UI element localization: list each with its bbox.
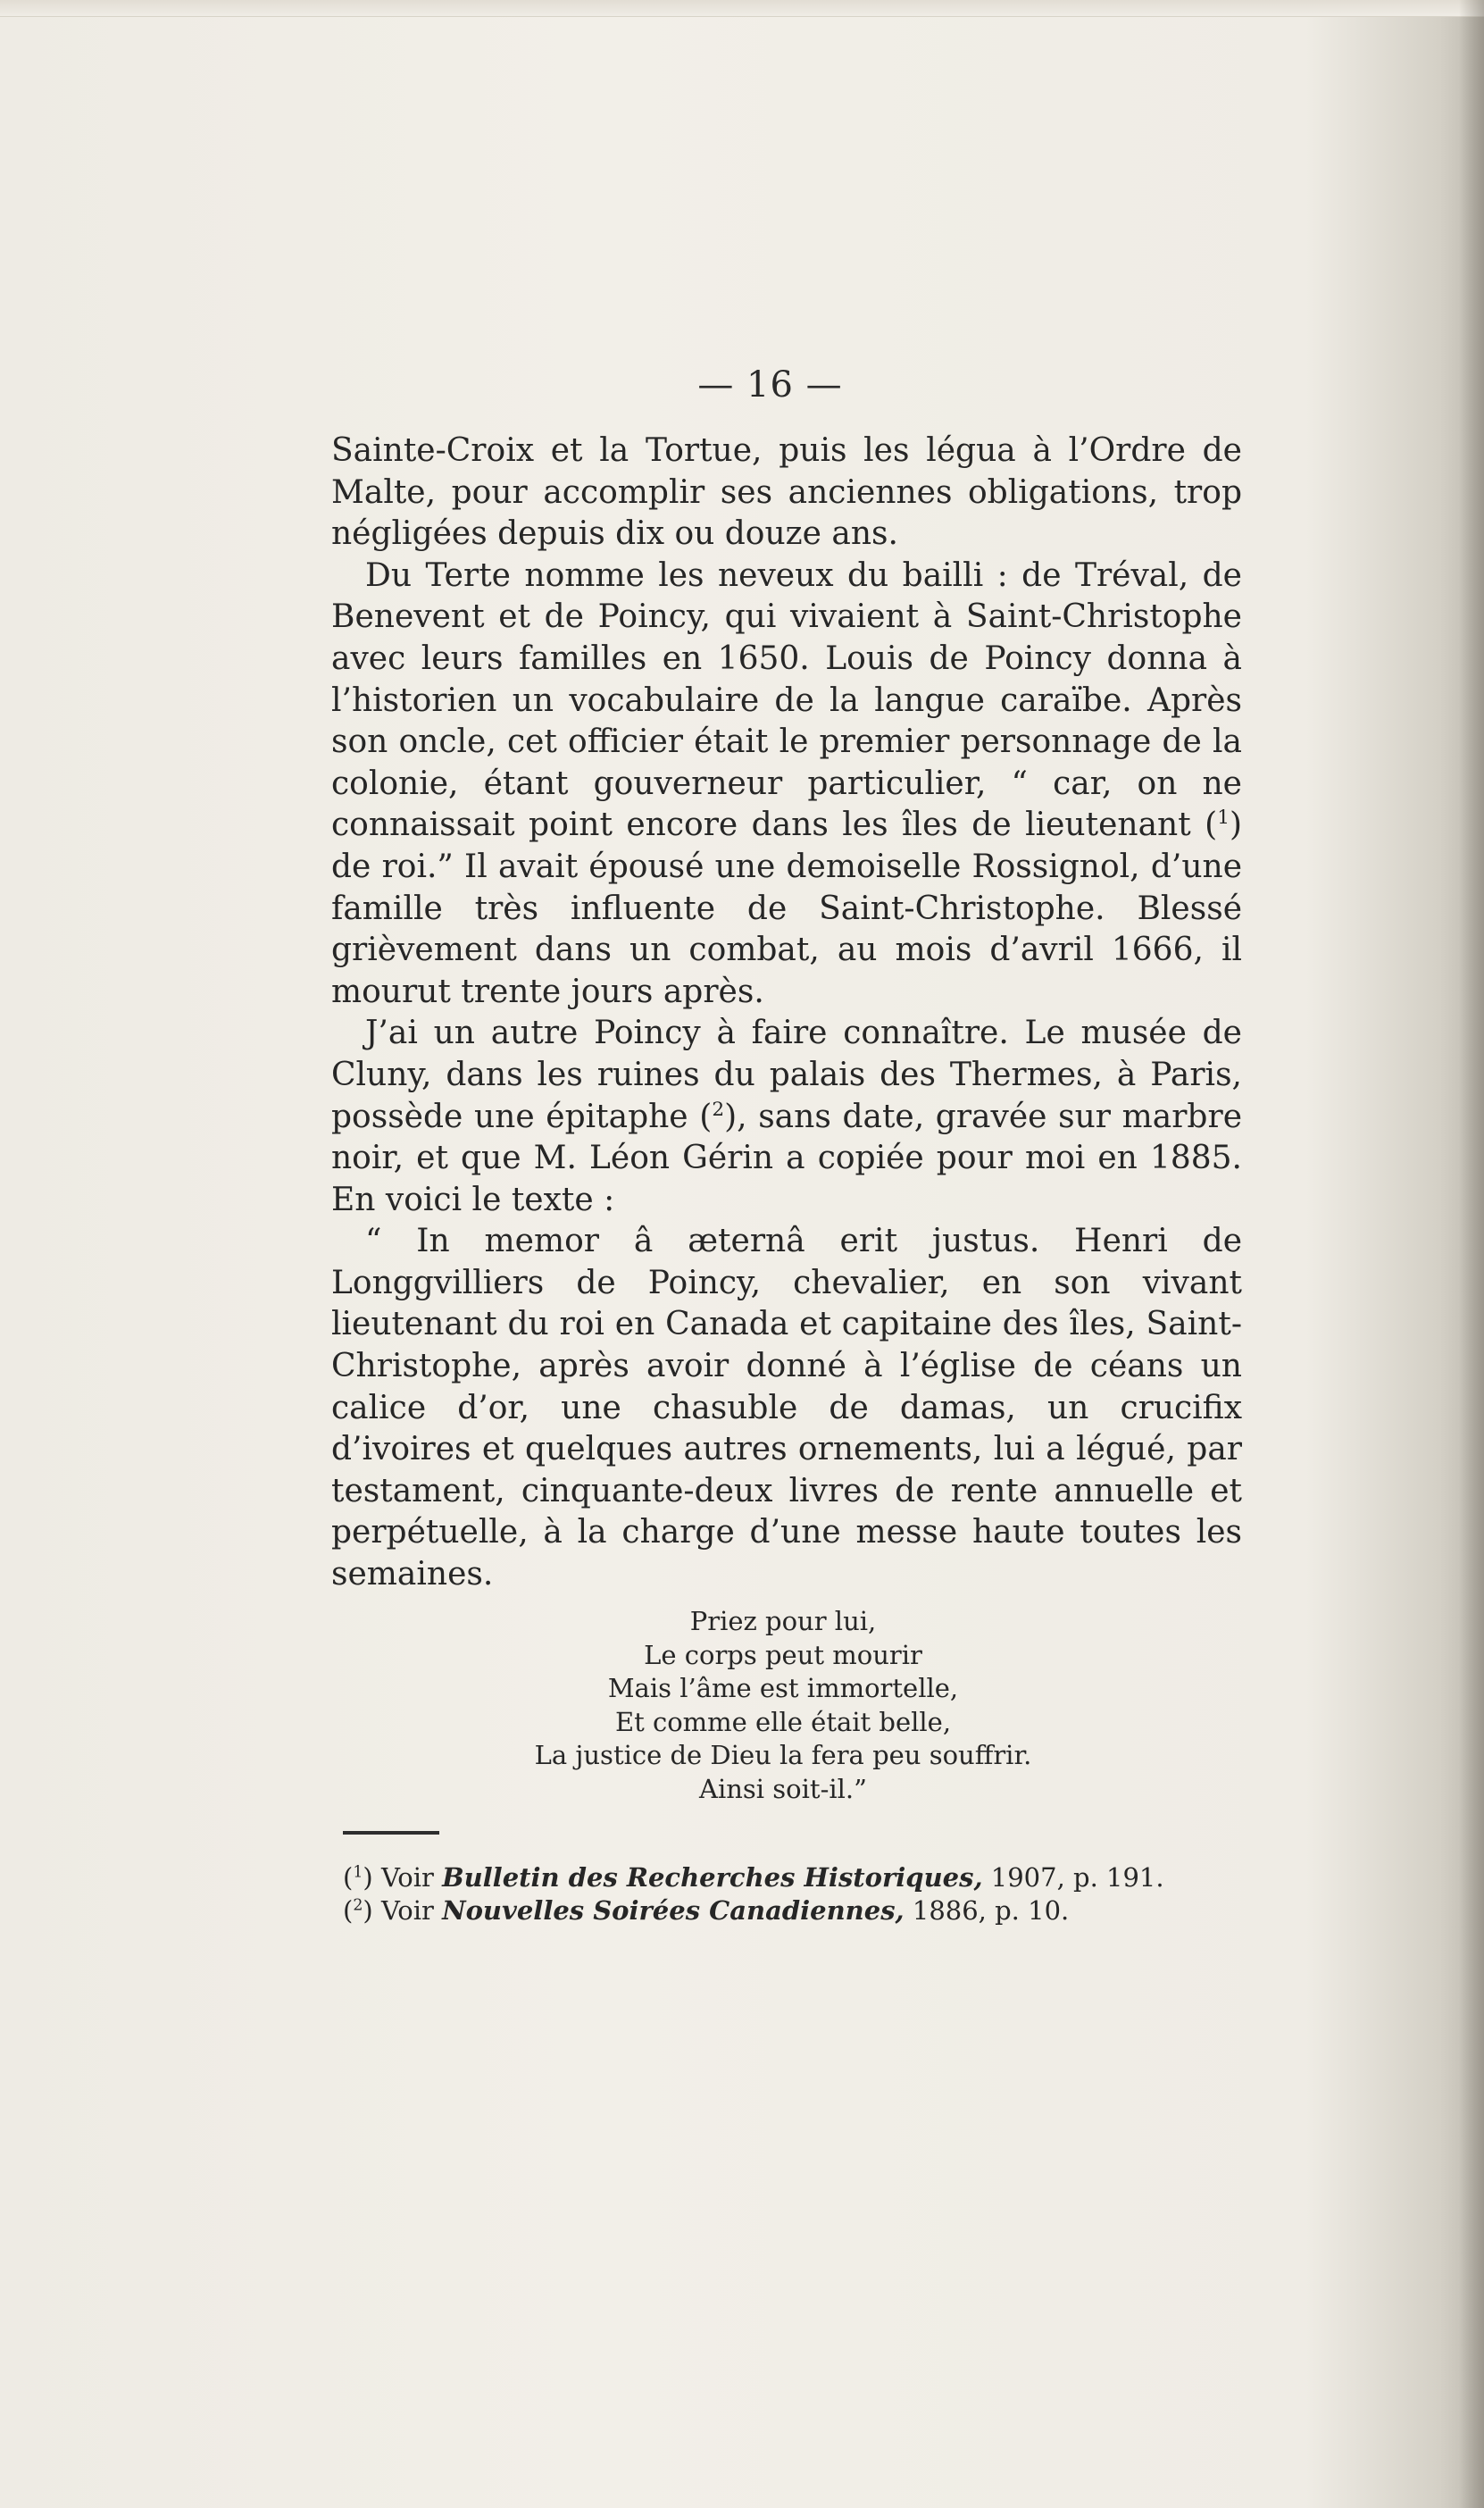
epitaph-quote — [331, 1221, 1242, 1595]
poem-line-2: Le corps peut mourir — [644, 1639, 922, 1670]
poem-line-1: Priez pour lui, — [689, 1606, 877, 1636]
footnote-2: ($^2$) Voir Nouvelles Soirées Canadiennes, 1886, p. 10. — [343, 1895, 1070, 1926]
epitaph-poem — [0, 1605, 1484, 1806]
epitaph-text: “ In memor â æternâ erit justus. Henri de Longgvilliers de Poincy, chevalier, en son vivant lieutenant du roi en Canada et capitaine des îles, Saint-Christophe, après avoir donné à l’église de céans un calice d’or, une chasuble de damas, un crucifix d’ivoires et quelques autres ornements, lui a légué, par testament, cinquante-deux livres de rente annuelle et perpétuelle, à la charge d’une messe haute toutes les semaines. — [331, 1223, 1242, 1593]
paragraph-3-text-a: J’ai un autre Poincy à faire connaître. Le musée de Cluny, dans les ruines du palais des Thermes, à Paris, possède une épitaphe ( — [331, 1015, 1242, 1135]
footnote-1: ($^1$) Voir Bulletin des Recherches Historiques, 1907, p. 191. — [343, 1862, 1164, 1893]
body-text — [331, 431, 1242, 1596]
paragraph-1-text: Sainte-Croix et la Tortue, puis les légua à l’Ordre de Malte, pour accomplir ses anciennes obligations, trop négligées depuis dix ou douze ans. — [331, 432, 1242, 553]
paragraph-3 — [331, 1013, 1242, 1221]
page-top-edge — [0, 0, 1484, 17]
footnote-1-title: Bulletin des Recherches Historiques, — [442, 1862, 983, 1893]
paragraph-1 — [331, 431, 1242, 556]
footnotes — [343, 1861, 1254, 1927]
paragraph-2 — [331, 556, 1242, 1014]
paragraph-3-text-b: ), sans date, gravée sur marbre noir, et que M. Léon Gérin a copiée pour moi en 1885. En voici le texte : — [331, 1098, 1242, 1218]
footnote-ref-1: 1 — [1217, 807, 1230, 830]
page-number: — 16 — — [697, 364, 843, 405]
footnote-1-prefix: Voir — [380, 1862, 443, 1893]
poem-line-6: Ainsi soit-il.” — [699, 1773, 867, 1804]
paragraph-2-text-b: ) de roi.” Il avait épousé une demoiselle Rossignol, d’une famille très influente de Saint-Christophe. Blessé grièvement dans un combat, au mois d’avril 1666, il mourut trente jours après. — [331, 807, 1242, 1010]
footnote-2-mark: 2 — [353, 1896, 363, 1915]
footnote-1-suffix: 1907, p. 191. — [982, 1862, 1164, 1893]
footnote-2-prefix: Voir — [380, 1895, 443, 1926]
footnote-divider — [343, 1831, 439, 1835]
paragraph-2-text-a: Du Terte nomme les neveux du bailli : de Tréval, de Benevent et de Poincy, qui vivaient à Saint-Christophe avec leurs familles en 1650. Louis de Poincy donna à l’historien un vocabulaire de la langue caraïbe. Après son oncle, cet officier était le premier personnage de la colonie, étant gouverneur particulier, “ car, on ne connaissait point encore dans les îles de lieutenant ( — [331, 556, 1242, 844]
poem-line-3: Mais l’âme est immortelle, — [607, 1673, 959, 1703]
poem-line-5: La justice de Dieu la fera peu souffrir. — [534, 1740, 1032, 1770]
footnote-1-mark: 1 — [353, 1863, 363, 1882]
footnote-2-title: Nouvelles Soirées Canadiennes, — [442, 1895, 905, 1926]
poem-line-4: Et comme elle était belle, — [614, 1706, 952, 1737]
footnote-ref-2: 2 — [712, 1098, 725, 1121]
footnote-2-suffix: 1886, p. 10. — [904, 1895, 1070, 1926]
